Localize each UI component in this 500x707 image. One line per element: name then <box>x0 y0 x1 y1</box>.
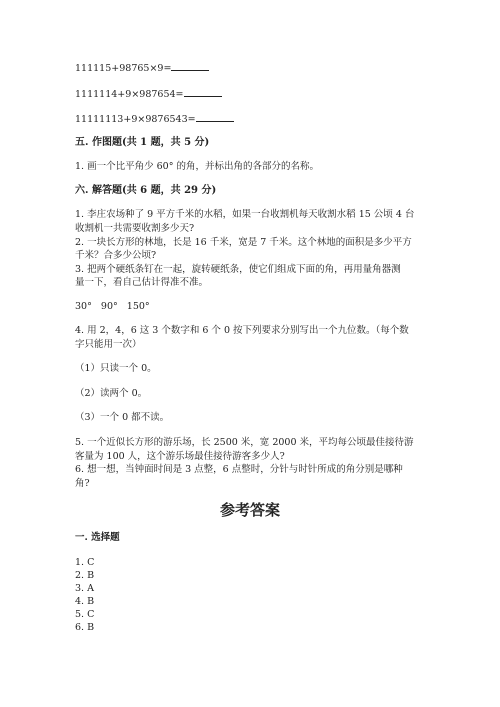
angle-list: 30° 90° 150° <box>75 301 150 312</box>
fill-blank-equation-2 <box>75 87 222 102</box>
question-line: 字只能用一次） <box>75 339 142 350</box>
section5-question-1: 1. 画一个比平角少 60° 的角，并标出角的各部分的名称。 <box>75 161 319 172</box>
question-line: 4. 用 2，4，6 这 3 个数字和 6 个 0 按下列要求分别写出一个九位数。（每个数 <box>75 325 409 336</box>
answer-blank <box>184 87 222 97</box>
question-line: 3. 把两个硬纸条钉在一起，旋转硬纸条，使它们组成下面的角，再用量角器测 <box>75 264 401 275</box>
question-line: 千米？合多少公顷? <box>75 250 157 261</box>
fill-blank-equation-3 <box>75 112 234 127</box>
question-line: 角? <box>75 478 90 489</box>
answer-blank <box>196 112 234 122</box>
question-line: 1. 李庄农场种了 9 平方千米的水稻，如果一台收割机每天收割水稻 15 公顷 4 台 <box>75 209 415 220</box>
section5-heading: 五. 作图题(共 1 题，共 5 分) <box>75 137 210 148</box>
answer-item: 2. B <box>75 570 95 581</box>
question-line: 6. 想一想，当钟面时间是 3 点整，6 点整时，分针与时针所成的角分别是哪种 <box>75 464 403 475</box>
question-line: 2. 一块长方形的林地，长是 16 千米，宽是 7 千米。这个林地的面积是多少平方 <box>75 237 412 248</box>
question-part: （3）一个 0 都不读。 <box>75 412 170 423</box>
equation-text: 111115+98765×9= <box>75 63 172 74</box>
question-part: （2）读两个 0。 <box>75 388 148 399</box>
equation-text: 11111113+9×9876543= <box>75 114 196 125</box>
answer-item: 6. B <box>75 622 95 633</box>
answers-title: 参考答案 <box>219 501 280 519</box>
answers-section1-heading: 一. 选择题 <box>75 532 120 543</box>
question-line: 客量为 100 人，这个游乐场最佳接待游客多少人? <box>75 451 285 462</box>
section6-heading: 六. 解答题(共 6 题，共 29 分) <box>75 185 217 196</box>
answer-blank <box>171 61 209 71</box>
equation-text: 1111114+9×987654= <box>75 89 184 100</box>
answer-item: 1. C <box>75 557 95 568</box>
answer-item: 3. A <box>75 583 94 594</box>
question-line: 收割机一共需要收割多少天? <box>75 223 195 234</box>
question-line: 5. 一个近似长方形的游乐场，长 2500 米，宽 2000 米，平均每公顷最佳接待游 <box>75 437 414 448</box>
question-line: 量一下，看自己估计得准不准。 <box>75 277 209 288</box>
fill-blank-equation-1 <box>75 61 209 76</box>
answer-item: 5. C <box>75 609 95 620</box>
question-part: （1）只读一个 0。 <box>75 363 157 374</box>
answer-item: 4. B <box>75 596 95 607</box>
